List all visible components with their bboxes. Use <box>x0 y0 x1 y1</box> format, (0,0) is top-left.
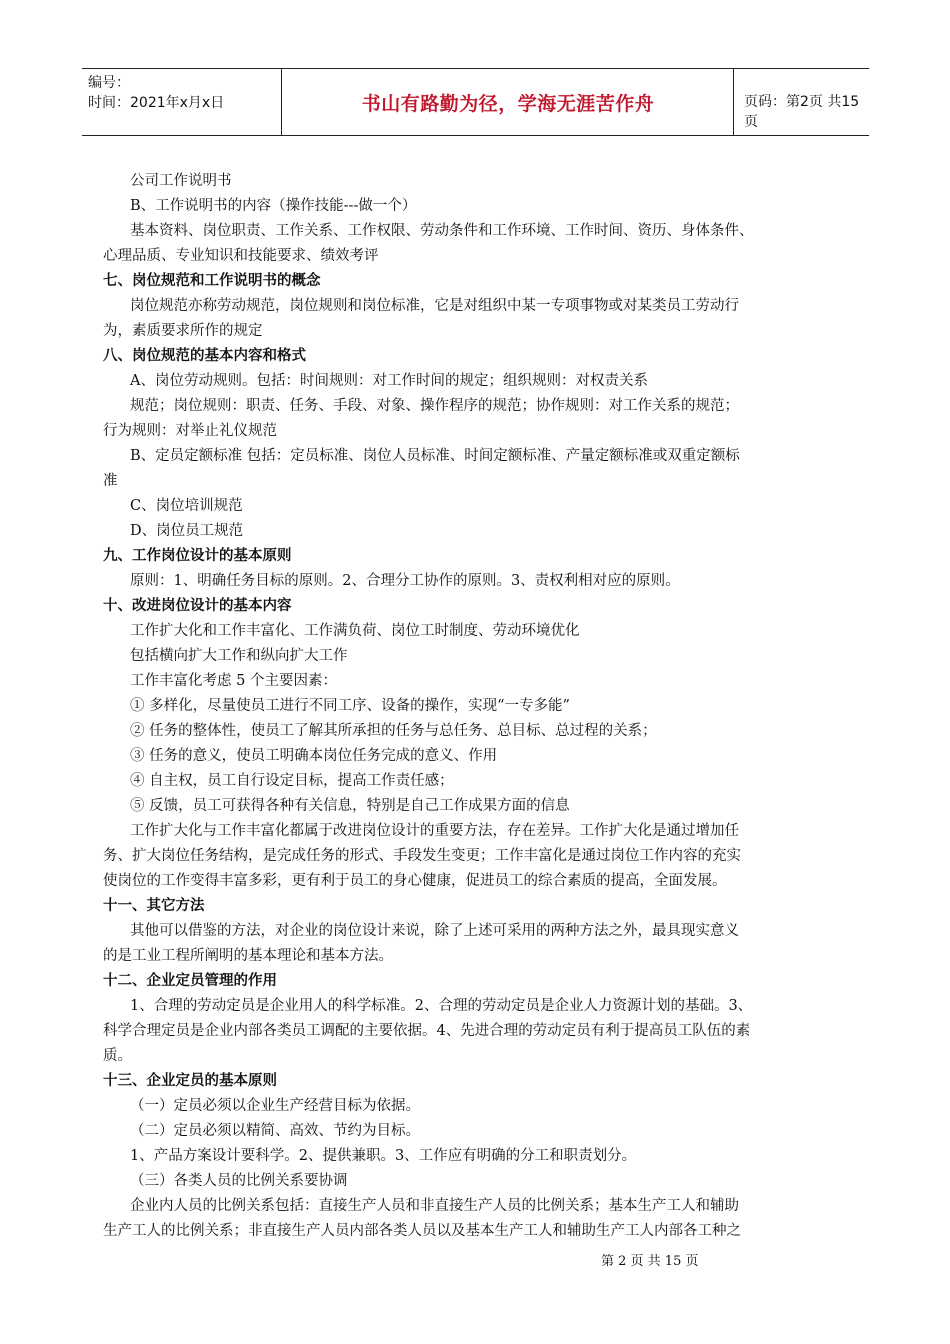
body-line: 工作丰富化考虑 5 个主要因素： <box>130 673 337 689</box>
body-line: 1、产品方案设计要科学。2、提供兼职。3、工作应有明确的分工和职责划分。 <box>130 1148 637 1164</box>
body-line: （三）各类人员的比例关系要协调 <box>130 1173 348 1189</box>
section-heading: 十二、企业定员管理的作用 <box>103 973 277 989</box>
body-line: 生产工人的比例关系；非直接生产人员内部各类人员以及基本生产工人和辅助生产工人内部各工种之 <box>103 1223 741 1239</box>
body-line: B、定员定额标准 包括：定员标准、岗位人员标准、时间定额标准、产量定额标准或双重定额标 <box>130 448 740 464</box>
body-line: 务、扩大岗位任务结构，是完成任务的形式、手段发生变更；工作丰富化是通过岗位工作内容的充实 <box>103 848 741 864</box>
body-line: 规范；岗位规则：职责、任务、手段、对象、操作程序的规范；协作规则：对工作关系的规范； <box>130 398 739 414</box>
header-page-cell <box>734 69 869 135</box>
body-line: 1、合理的劳动定员是企业用人的科学标准。2、合理的劳动定员是企业人力资源计划的基础。3、 <box>130 998 753 1014</box>
date-label: 时间：2021年x月x日 <box>88 95 225 111</box>
section-heading: 九、工作岗位设计的基本原则 <box>103 548 292 564</box>
body-line: ③ 任务的意义，使员工明确本岗位任务完成的意义、作用 <box>130 748 498 764</box>
header-motto: 书山有路勤为径，学海无涯苦作舟 <box>361 93 655 115</box>
body-line: （二）定员必须以精简、高效、节约为目标。 <box>130 1123 420 1139</box>
body-line: 准 <box>103 473 118 489</box>
body-line: 包括横向扩大工作和纵向扩大工作 <box>130 648 348 664</box>
body-line: ④ 自主权，员工自行设定目标，提高工作责任感； <box>130 773 454 789</box>
section-heading: 十、改进岗位设计的基本内容 <box>103 598 292 614</box>
body-line: （一）定员必须以企业生产经营目标为依据。 <box>130 1098 420 1114</box>
body-line: C、岗位培训规范 <box>130 498 243 514</box>
body-line: 为，素质要求所作的规定 <box>103 323 263 339</box>
page-footer: 第 2 页 共 15 页 <box>601 1254 699 1269</box>
body-line: 企业内人员的比例关系包括：直接生产人员和非直接生产人员的比例关系；基本生产工人和辅助 <box>130 1198 739 1214</box>
body-line: 工作扩大化与工作丰富化都属于改进岗位设计的重要方法，存在差异。工作扩大化是通过增加任 <box>130 823 739 839</box>
body-line: 基本资料、岗位职责、工作关系、工作权限、劳动条件和工作环境、工作时间、资历、身体条件、 <box>130 223 754 239</box>
body-line: ② 任务的整体性，使员工了解其所承担的任务与总任务、总目标、总过程的关系； <box>130 723 657 739</box>
body-line: 科学合理定员是企业内部各类员工调配的主要依据。4、先进合理的劳动定员有利于提高员工队伍的素 <box>103 1023 751 1039</box>
number-label: 编号： <box>88 75 130 91</box>
page-header <box>82 68 869 136</box>
body-line: 的是工业工程所阐明的基本理论和基本方法。 <box>103 948 393 964</box>
header-motto-cell <box>282 69 734 135</box>
body-line: 质。 <box>103 1048 132 1064</box>
body-line: 行为规则：对举止礼仪规范 <box>103 423 277 439</box>
section-heading: 八、岗位规范的基本内容和格式 <box>103 348 306 364</box>
body-line: 工作扩大化和工作丰富化、工作满负荷、岗位工时制度、劳动环境优化 <box>130 623 580 639</box>
body-line: 岗位规范亦称劳动规范，岗位规则和岗位标准，它是对组织中某一专项事物或对某类员工劳动行 <box>130 298 739 314</box>
body-line: ① 多样化，尽量使员工进行不同工序、设备的操作，实现“一专多能” <box>130 698 570 714</box>
section-heading: 十三、企业定员的基本原则 <box>103 1073 277 1089</box>
body-line: D、岗位员工规范 <box>130 523 244 539</box>
body-line: ⑤ 反馈，员工可获得各种有关信息，特别是自己工作成果方面的信息 <box>130 798 570 814</box>
header-page-info: 页码：第2页 共15页 <box>744 94 860 130</box>
body-line: 公司工作说明书 <box>130 173 232 189</box>
header-meta-cell <box>82 69 282 135</box>
body-line: B、工作说明书的内容（操作技能---做一个） <box>130 198 417 214</box>
section-heading: 十一、其它方法 <box>103 898 205 914</box>
section-heading: 七、岗位规范和工作说明书的概念 <box>103 273 321 289</box>
body-line: 其他可以借鉴的方法，对企业的岗位设计来说，除了上述可采用的两种方法之外，最具现实意义 <box>130 923 739 939</box>
body-line: A、岗位劳动规则。包括：时间规则：对工作时间的规定；组织规则：对权责关系 <box>130 373 648 389</box>
body-line: 原则：1、明确任务目标的原则。2、合理分工协作的原则。3、责权利相对应的原则。 <box>130 573 680 589</box>
body-line: 使岗位的工作变得丰富多彩，更有利于员工的身心健康，促进员工的综合素质的提高，全面发展。 <box>103 873 727 889</box>
body-line: 心理品质、专业知识和技能要求、绩效考评 <box>103 248 379 264</box>
